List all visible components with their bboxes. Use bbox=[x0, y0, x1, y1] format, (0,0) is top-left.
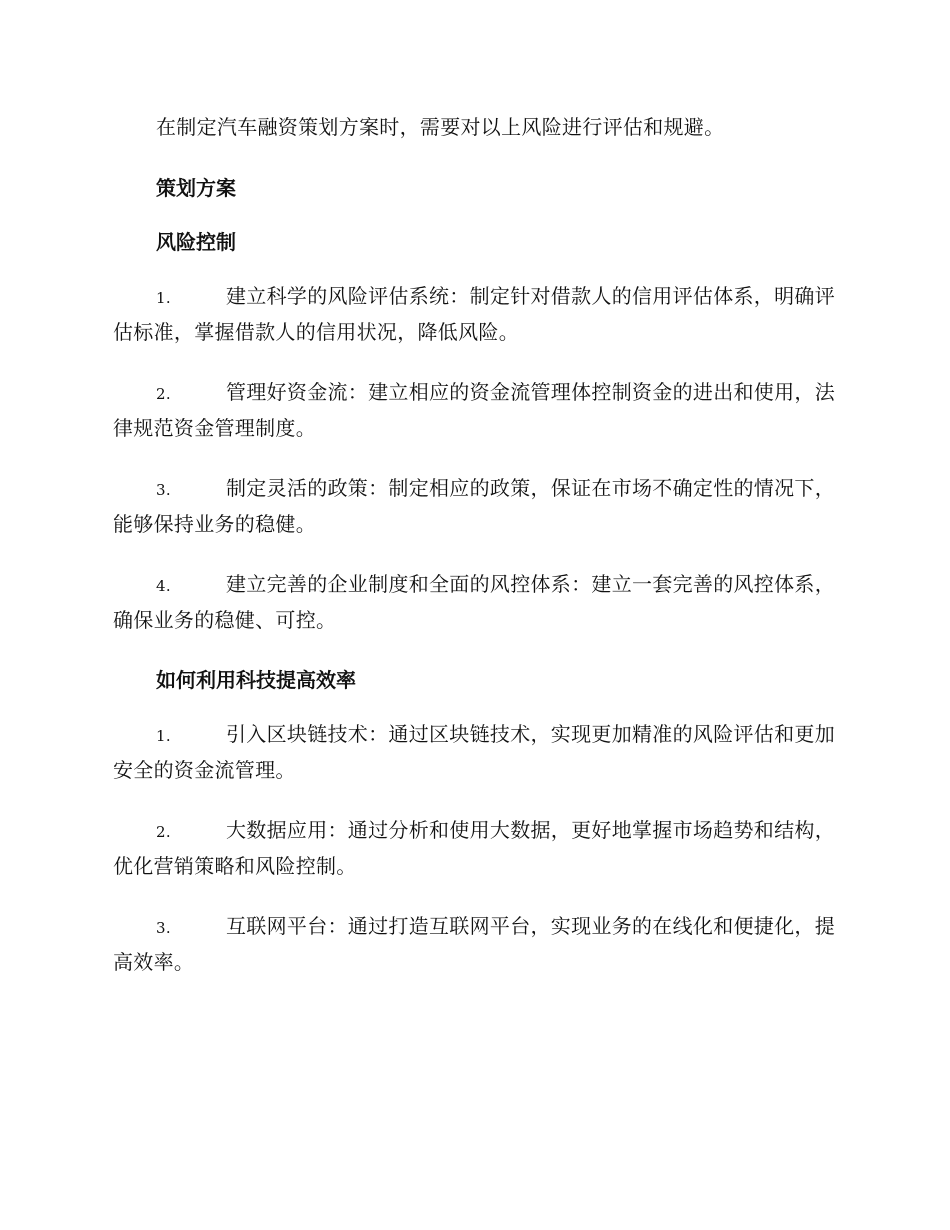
list-item bbox=[113, 279, 835, 349]
heading-risk-control: 风险控制 bbox=[156, 230, 236, 254]
list-item-number: 1. bbox=[156, 289, 171, 307]
list-item-text: 大数据应用：通过分析和使用大数据，更好地掌握市场趋势和结构，优化营销策略和风险控制。 bbox=[113, 818, 835, 878]
list-item-text: 引入区块链技术：通过区块链技术，实现更加精准的风险评估和更加安全的资金流管理。 bbox=[113, 722, 835, 782]
list-item-number: 3. bbox=[156, 919, 171, 937]
intro-paragraph: 在制定汽车融资策划方案时，需要对以上风险进行评估和规避。 bbox=[156, 115, 725, 139]
list-item bbox=[113, 471, 835, 541]
list-item bbox=[113, 813, 835, 883]
list-item-number: 2. bbox=[156, 385, 171, 403]
list-item bbox=[113, 375, 835, 445]
list-item bbox=[113, 909, 835, 979]
list-item-number: 2. bbox=[156, 823, 171, 841]
list-item-text: 互联网平台：通过打造互联网平台，实现业务的在线化和便捷化，提高效率。 bbox=[113, 914, 835, 974]
heading-tech-efficiency: 如何利用科技提高效率 bbox=[156, 668, 356, 692]
list-item-number: 4. bbox=[156, 577, 171, 595]
list-item-text: 管理好资金流：建立相应的资金流管理体控制资金的进出和使用，法律规范资金管理制度。 bbox=[113, 380, 835, 440]
list-item-number: 1. bbox=[156, 727, 171, 745]
list-item-number: 3. bbox=[156, 481, 171, 499]
risk-control-list bbox=[113, 279, 835, 637]
document-body bbox=[113, 110, 835, 1005]
list-item bbox=[113, 717, 835, 787]
list-item-text: 制定灵活的政策：制定相应的政策，保证在市场不确定性的情况下，能够保持业务的稳健。 bbox=[113, 476, 835, 536]
list-item-text: 建立完善的企业制度和全面的风控体系：建立一套完善的风控体系，确保业务的稳健、可控。 bbox=[113, 572, 835, 632]
list-item-text: 建立科学的风险评估系统：制定针对借款人的信用评估体系，明确评估标准，掌握借款人的信用状况，降低风险。 bbox=[113, 284, 835, 344]
tech-efficiency-list bbox=[113, 717, 835, 979]
list-item bbox=[113, 567, 835, 637]
heading-plan: 策划方案 bbox=[156, 176, 236, 200]
